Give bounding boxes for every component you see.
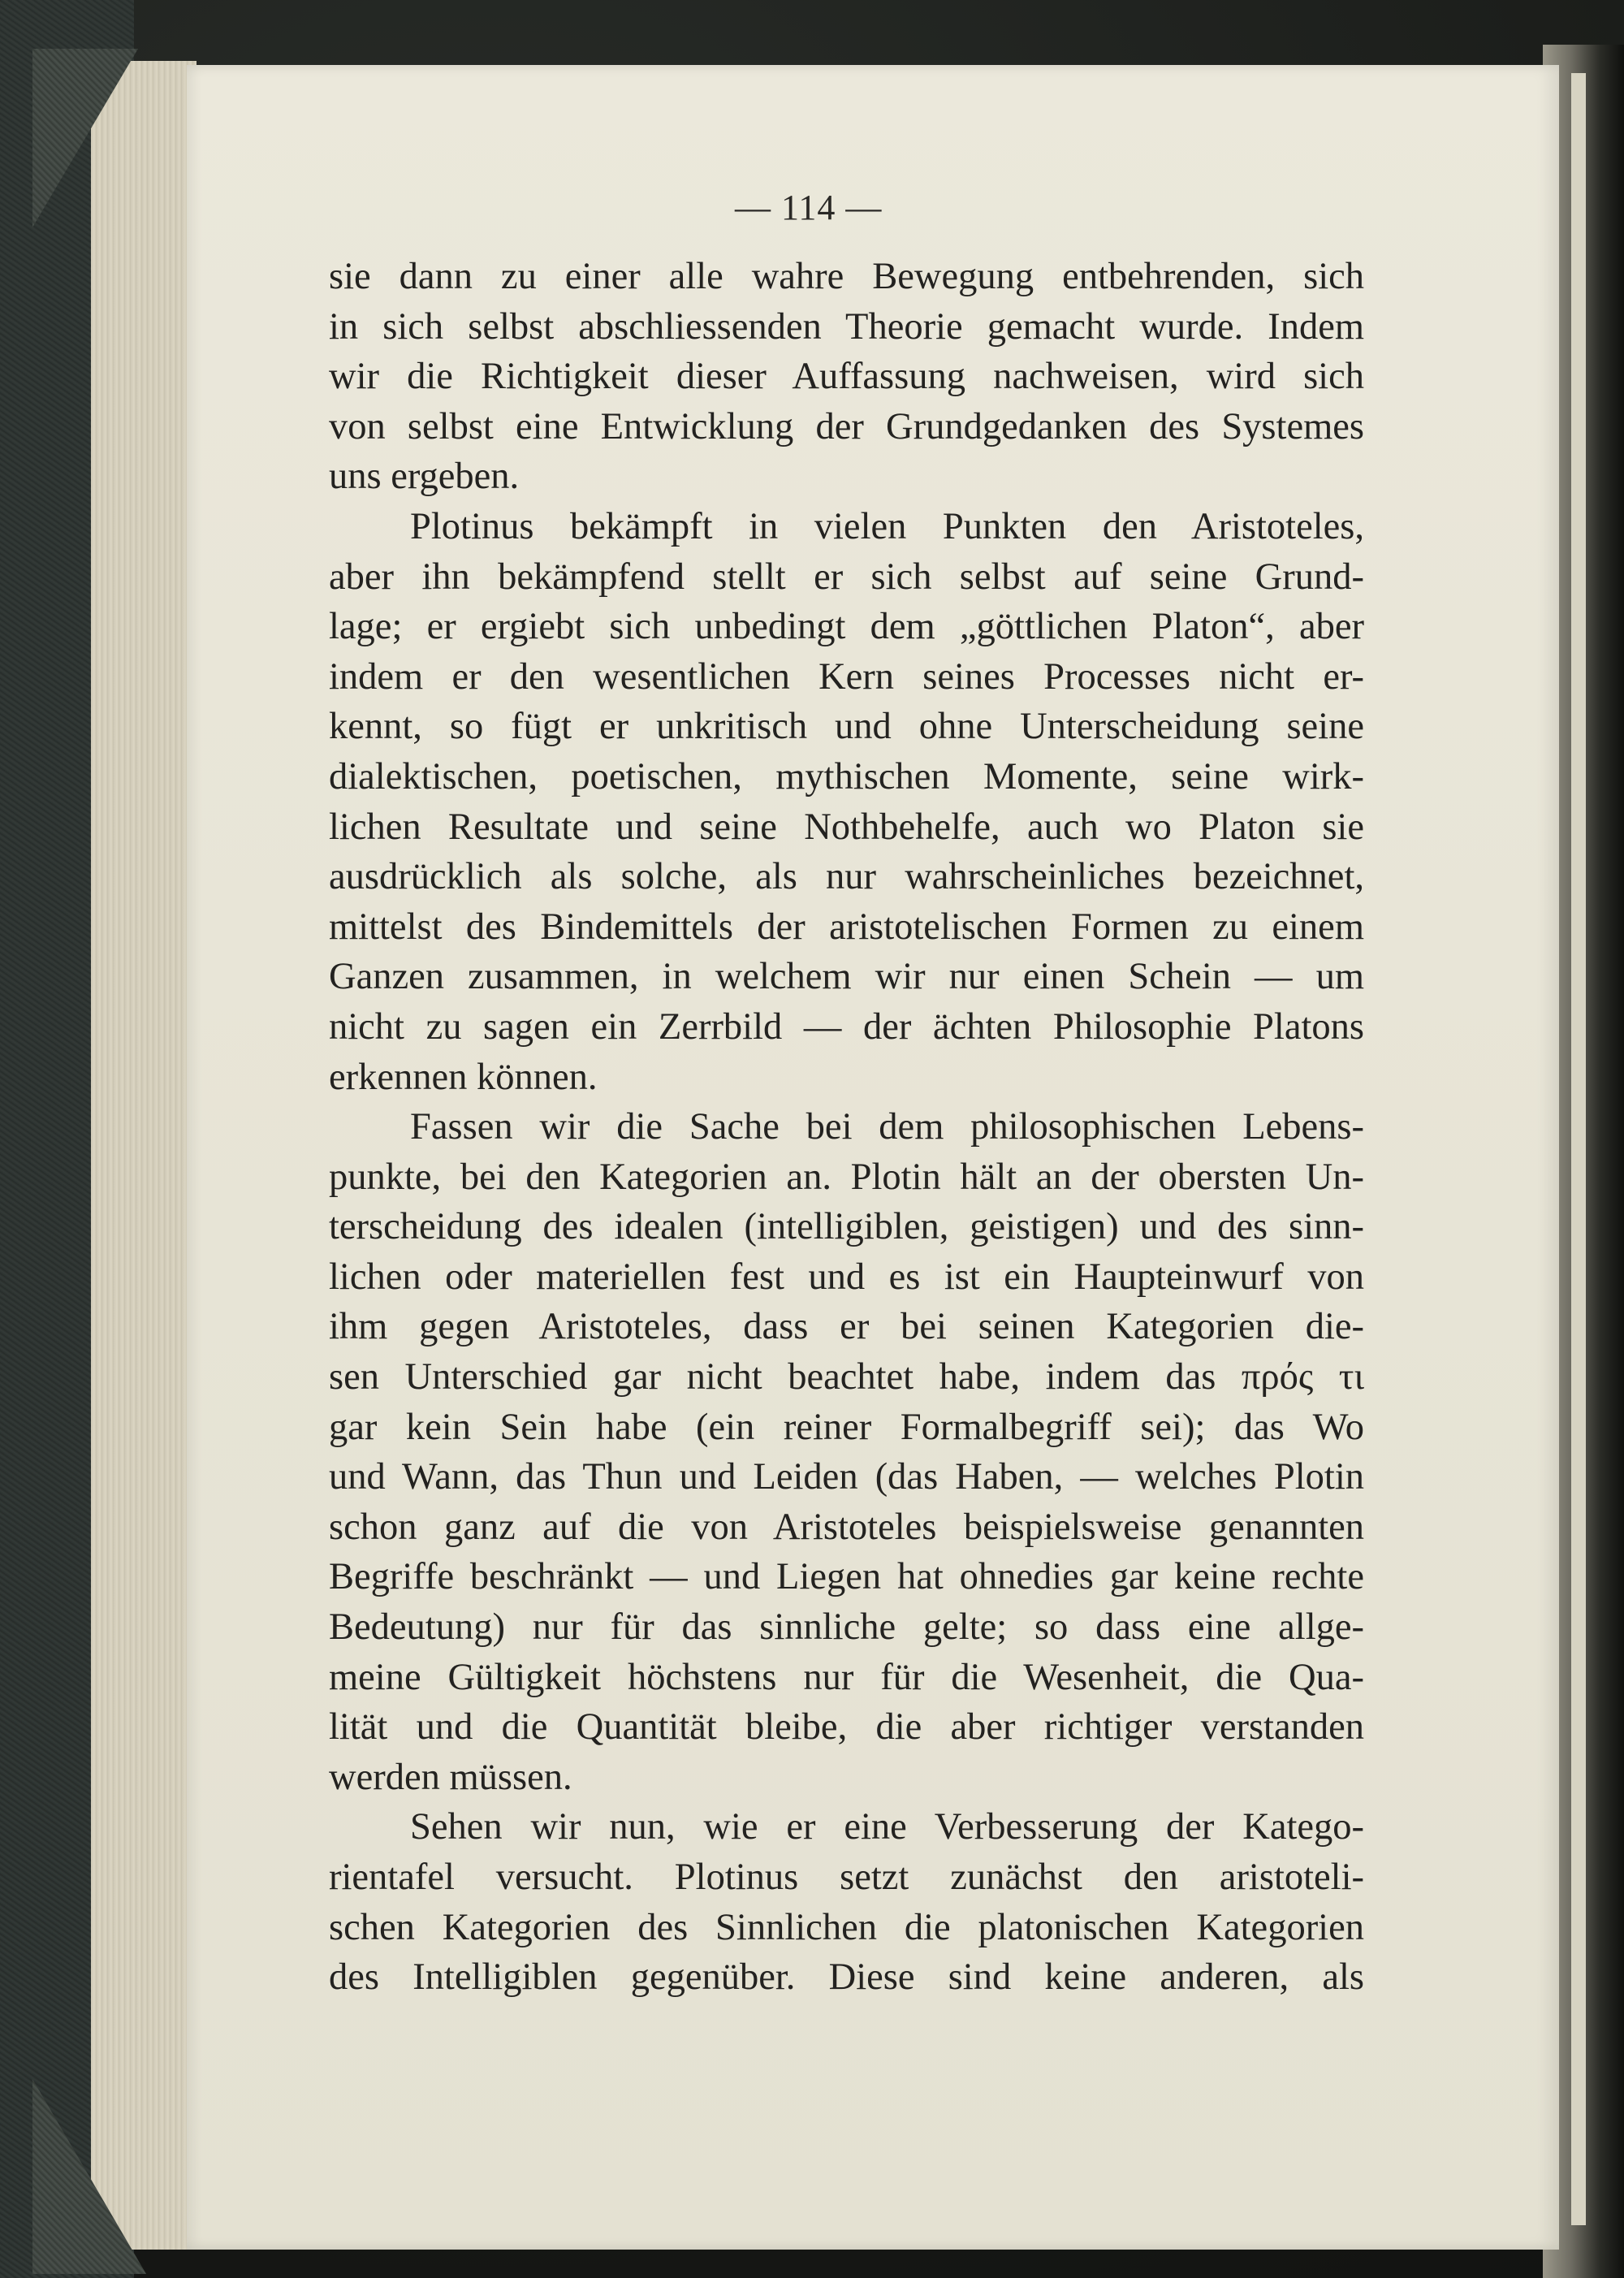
text-line: lichen oder materiellen fest und es ist ein Haupteinwurf von	[329, 1256, 1364, 1298]
text-line: terscheidung des idealen (intelligiblen, geistigen) und des sinn-	[329, 1206, 1364, 1248]
text-line: Bedeutung) nur für das sinnliche gelte; so dass eine allge-	[329, 1606, 1364, 1649]
text-line: meine Gültigkeit höchstens nur für die Wesenheit, die Qua-	[329, 1656, 1364, 1698]
text-line: uns ergeben.	[329, 456, 520, 498]
text-line: in sich selbst abschliessenden Theorie gemacht wurde. Indem	[329, 305, 1364, 348]
text-line: lität und die Quantität bleibe, die aber richtiger verstanden	[329, 1706, 1364, 1748]
text-line: dialektischen, poetischen, mythischen Momente, seine wirk-	[329, 755, 1364, 798]
text-line: mittelst des Bindemittels der aristotelischen Formen zu einem	[329, 906, 1364, 948]
text-line: Plotinus bekämpft in vielen Punkten den Aristoteles,	[410, 505, 1364, 547]
text-line: des Intelligiblen gegenüber. Diese sind keine anderen, als	[329, 1956, 1364, 1999]
text-line: lage; er ergiebt sich unbedingt dem „göttlichen Platon“, aber	[329, 606, 1364, 648]
text-line: Ganzen zusammen, in welchem wir nur einen Schein — um	[329, 956, 1364, 998]
text-line: Begriffe beschränkt — und Liegen hat ohnedies gar keine rechte	[329, 1556, 1364, 1598]
text-line: sen Unterschied gar nicht beachtet habe, indem das πρός τι	[329, 1356, 1364, 1398]
text-line: werden müssen.	[329, 1756, 572, 1798]
text-line: schen Kategorien des Sinnlichen die platonischen Kategorien	[329, 1906, 1364, 1948]
next-page-edge	[1571, 73, 1586, 2225]
text-line: gar kein Sein habe (ein reiner Formalbegriff sei); das Wo	[329, 1406, 1364, 1448]
text-line: von selbst eine Entwicklung der Grundgedanken des Systemes	[329, 405, 1364, 447]
text-line: ihm gegen Aristoteles, dass er bei seinen Kategorien die-	[329, 1306, 1364, 1348]
text-line: und Wann, das Thun und Leiden (das Haben, — welches Plotin	[329, 1456, 1364, 1498]
text-line: ausdrücklich als solche, als nur wahrscheinliches bezeichnet,	[329, 856, 1364, 898]
text-line: Fassen wir die Sache bei dem philosophischen Lebens-	[410, 1106, 1364, 1148]
text-line: schon ganz auf die von Aristoteles beispielsweise genannten	[329, 1506, 1364, 1548]
text-line: sie dann zu einer alle wahre Bewegung entbehrenden, sich	[329, 256, 1364, 297]
text-line: kennt, so fügt er unkritisch und ohne Unterscheidung seine	[329, 706, 1364, 748]
text-line: nicht zu sagen ein Zerrbild — der ächten Philosophie Platons	[329, 1005, 1364, 1048]
text-line: erkennen können.	[329, 1056, 598, 1098]
text-line: indem er den wesentlichen Kern seines Processes nicht er-	[329, 655, 1364, 698]
text-line: aber ihn bekämpfend stellt er sich selbst auf seine Grund-	[329, 555, 1364, 598]
text-line: lichen Resultate und seine Nothbehelfe, auch wo Platon sie	[329, 806, 1364, 848]
page-number: — 114 —	[735, 188, 883, 227]
body-text	[329, 252, 1364, 2003]
text-line: rientafel versucht. Plotinus setzt zunächst den aristoteli-	[329, 1857, 1364, 1898]
text-line: punkte, bei den Kategorien an. Plotin hält an der obersten Un-	[329, 1156, 1364, 1198]
page-block-edges	[91, 61, 197, 2250]
text-line: wir die Richtigkeit dieser Auffassung nachweisen, wird sich	[329, 356, 1364, 398]
text-line: Sehen wir nun, wie er eine Verbesserung der Katego-	[410, 1806, 1364, 1848]
